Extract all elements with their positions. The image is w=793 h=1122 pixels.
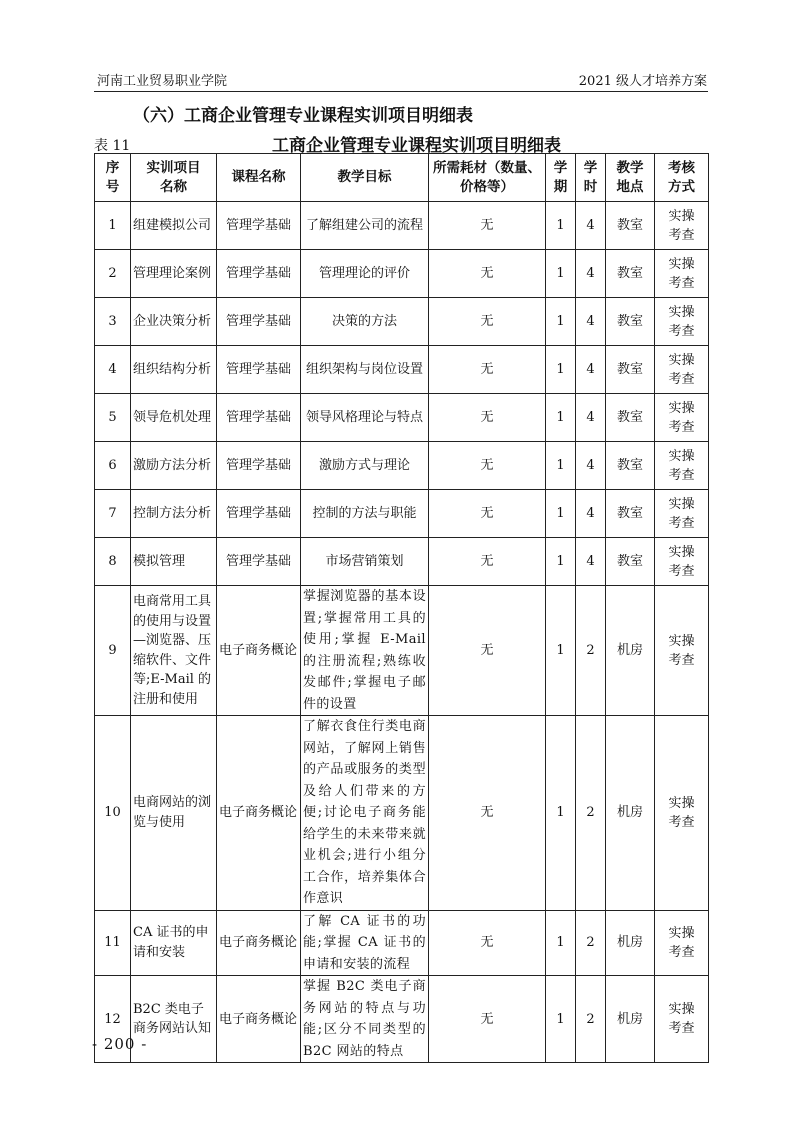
training-items-table bbox=[94, 153, 709, 1063]
row-place: 教室 bbox=[606, 250, 655, 298]
row-assess-text: 实操考查 bbox=[668, 304, 695, 339]
row-hours: 4 bbox=[576, 346, 606, 394]
row-material: 无 bbox=[429, 202, 546, 250]
row-assess bbox=[655, 910, 709, 976]
row-hours: 4 bbox=[576, 250, 606, 298]
row-goal: 控制的方法与职能 bbox=[301, 490, 429, 538]
table-row bbox=[95, 346, 709, 394]
row-course: 管理学基础 bbox=[217, 490, 301, 538]
row-goal: 市场营销策划 bbox=[301, 538, 429, 586]
row-term: 1 bbox=[546, 716, 576, 911]
row-item-name: 企业决策分析 bbox=[131, 298, 217, 346]
row-term: 1 bbox=[546, 442, 576, 490]
row-goal: 组织架构与岗位设置 bbox=[301, 346, 429, 394]
row-term: 1 bbox=[546, 298, 576, 346]
row-place: 机房 bbox=[606, 910, 655, 976]
row-place: 教室 bbox=[606, 202, 655, 250]
row-hours: 4 bbox=[576, 298, 606, 346]
row-no: 6 bbox=[95, 442, 131, 490]
col-header-item bbox=[131, 154, 217, 202]
row-place: 教室 bbox=[606, 538, 655, 586]
section-title: （六）工商企业管理专业课程实训项目明细表 bbox=[133, 106, 473, 126]
row-hours: 4 bbox=[576, 202, 606, 250]
row-material: 无 bbox=[429, 250, 546, 298]
table-row bbox=[95, 716, 709, 911]
col-header-hours-text: 学时 bbox=[583, 159, 598, 195]
table-row bbox=[95, 394, 709, 442]
row-material: 无 bbox=[429, 394, 546, 442]
row-course: 管理学基础 bbox=[217, 202, 301, 250]
row-no: 9 bbox=[95, 586, 131, 716]
row-material: 无 bbox=[429, 538, 546, 586]
row-course: 电子商务概论 bbox=[217, 586, 301, 716]
row-item-name: 控制方法分析 bbox=[131, 490, 217, 538]
row-term: 1 bbox=[546, 394, 576, 442]
header-divider bbox=[94, 91, 708, 92]
row-hours: 2 bbox=[576, 910, 606, 976]
row-course: 管理学基础 bbox=[217, 298, 301, 346]
row-assess bbox=[655, 442, 709, 490]
col-header-material-text: 所需耗材（数量、价格等） bbox=[433, 159, 541, 195]
row-item-name: 领导危机处理 bbox=[131, 394, 217, 442]
row-course: 电子商务概论 bbox=[217, 976, 301, 1063]
row-item-name: 组建模拟公司 bbox=[131, 202, 217, 250]
row-assess bbox=[655, 490, 709, 538]
table-row bbox=[95, 202, 709, 250]
row-term: 1 bbox=[546, 346, 576, 394]
col-header-assess bbox=[655, 154, 709, 202]
row-material: 无 bbox=[429, 586, 546, 716]
row-assess bbox=[655, 394, 709, 442]
row-goal: 掌握浏览器的基本设置;掌握常用工具的使用;掌握 E-Mail 的注册流程;熟练收发邮件;掌握电子邮件的设置 bbox=[301, 586, 429, 716]
row-hours: 2 bbox=[576, 716, 606, 911]
row-no: 7 bbox=[95, 490, 131, 538]
row-no: 11 bbox=[95, 910, 131, 976]
row-hours: 4 bbox=[576, 394, 606, 442]
row-place: 机房 bbox=[606, 586, 655, 716]
row-material: 无 bbox=[429, 910, 546, 976]
row-no: 8 bbox=[95, 538, 131, 586]
row-hours: 4 bbox=[576, 442, 606, 490]
row-assess-text: 实操考查 bbox=[668, 256, 695, 291]
table-row bbox=[95, 976, 709, 1063]
row-term: 1 bbox=[546, 976, 576, 1063]
row-goal: 决策的方法 bbox=[301, 298, 429, 346]
row-item-name: B2C 类电子商务网站认知 bbox=[131, 976, 217, 1063]
row-place: 教室 bbox=[606, 442, 655, 490]
col-header-item-text: 实训项目名称 bbox=[146, 159, 201, 195]
row-item-name: 组织结构分析 bbox=[131, 346, 217, 394]
row-goal: 了解 CA 证书的功能;掌握 CA 证书的申请和安装的流程 bbox=[301, 910, 429, 976]
row-item-name: 模拟管理 bbox=[131, 538, 217, 586]
row-goal: 了解组建公司的流程 bbox=[301, 202, 429, 250]
row-item-name: 电商常用工具的使用与设置—浏览器、压缩软件、文件等;E-Mail 的注册和使用 bbox=[131, 586, 217, 716]
col-header-place-text: 教学地点 bbox=[616, 159, 644, 195]
row-goal: 了解衣食住行类电商网站，了解网上销售的产品或服务的类型及给人们带来的方便;讨论电子商务能给学生的未来带来就业机会;进行小组分工合作，培养集体合作意识 bbox=[301, 716, 429, 911]
row-term: 1 bbox=[546, 910, 576, 976]
row-term: 1 bbox=[546, 490, 576, 538]
row-course: 管理学基础 bbox=[217, 346, 301, 394]
table-row bbox=[95, 442, 709, 490]
row-no: 10 bbox=[95, 716, 131, 911]
col-header-hours bbox=[576, 154, 606, 202]
row-assess-text: 实操考查 bbox=[668, 795, 695, 830]
header-school: 河南工业贸易职业学院 bbox=[97, 74, 228, 89]
row-no: 1 bbox=[95, 202, 131, 250]
row-assess-text: 实操考查 bbox=[668, 496, 695, 531]
col-header-place bbox=[606, 154, 655, 202]
row-goal: 掌握 B2C 类电子商务网站的特点与功能;区分不同类型的 B2C 网站的特点 bbox=[301, 976, 429, 1063]
row-course: 管理学基础 bbox=[217, 394, 301, 442]
col-header-goal: 教学目标 bbox=[301, 154, 429, 202]
row-no: 12 bbox=[95, 976, 131, 1063]
row-hours: 4 bbox=[576, 490, 606, 538]
col-header-assess-text: 考核方式 bbox=[668, 159, 695, 195]
row-course: 管理学基础 bbox=[217, 250, 301, 298]
row-no: 5 bbox=[95, 394, 131, 442]
row-assess bbox=[655, 976, 709, 1063]
row-term: 1 bbox=[546, 586, 576, 716]
row-term: 1 bbox=[546, 250, 576, 298]
table-title: 工商企业管理专业课程实训项目明细表 bbox=[272, 136, 561, 156]
row-goal: 领导风格理论与特点 bbox=[301, 394, 429, 442]
row-material: 无 bbox=[429, 716, 546, 911]
row-no: 4 bbox=[95, 346, 131, 394]
header-plan: 2021 级人才培养方案 bbox=[578, 74, 707, 89]
row-assess-text: 实操考查 bbox=[668, 400, 695, 435]
row-course: 管理学基础 bbox=[217, 442, 301, 490]
row-assess bbox=[655, 250, 709, 298]
row-place: 机房 bbox=[606, 716, 655, 911]
row-no: 2 bbox=[95, 250, 131, 298]
row-place: 教室 bbox=[606, 490, 655, 538]
row-goal: 激励方式与理论 bbox=[301, 442, 429, 490]
row-item-name: 激励方法分析 bbox=[131, 442, 217, 490]
row-course: 电子商务概论 bbox=[217, 910, 301, 976]
row-hours: 2 bbox=[576, 586, 606, 716]
row-item-name: 电商网站的浏览与使用 bbox=[131, 716, 217, 911]
row-material: 无 bbox=[429, 346, 546, 394]
row-assess-text: 实操考查 bbox=[668, 208, 695, 243]
row-assess bbox=[655, 716, 709, 911]
row-hours: 4 bbox=[576, 538, 606, 586]
row-assess bbox=[655, 298, 709, 346]
row-assess-text: 实操考查 bbox=[668, 1002, 695, 1036]
table-row bbox=[95, 490, 709, 538]
row-assess bbox=[655, 346, 709, 394]
col-header-term-text: 学期 bbox=[553, 159, 568, 195]
row-assess bbox=[655, 586, 709, 716]
row-material: 无 bbox=[429, 442, 546, 490]
row-assess-text: 实操考查 bbox=[668, 448, 695, 483]
row-place: 教室 bbox=[606, 346, 655, 394]
row-term: 1 bbox=[546, 538, 576, 586]
row-assess-text: 实操考查 bbox=[668, 352, 695, 387]
col-header-no bbox=[95, 154, 131, 202]
row-item-name: 管理理论案例 bbox=[131, 250, 217, 298]
table-row bbox=[95, 586, 709, 716]
row-place: 机房 bbox=[606, 976, 655, 1063]
row-item-name: CA 证书的申请和安装 bbox=[131, 910, 217, 976]
row-assess-text: 实操考查 bbox=[668, 925, 695, 960]
table-row bbox=[95, 910, 709, 976]
row-assess-text: 实操考查 bbox=[668, 544, 695, 579]
page-number: - 200 - bbox=[92, 1035, 148, 1053]
row-place: 教室 bbox=[606, 394, 655, 442]
table-header-row bbox=[95, 154, 709, 202]
row-term: 1 bbox=[546, 202, 576, 250]
col-header-course: 课程名称 bbox=[217, 154, 301, 202]
row-course: 电子商务概论 bbox=[217, 716, 301, 911]
row-material: 无 bbox=[429, 298, 546, 346]
row-assess-text: 实操考查 bbox=[668, 633, 695, 668]
row-assess bbox=[655, 202, 709, 250]
row-assess bbox=[655, 538, 709, 586]
table-row bbox=[95, 538, 709, 586]
table-row bbox=[95, 250, 709, 298]
row-material: 无 bbox=[429, 490, 546, 538]
col-header-term bbox=[546, 154, 576, 202]
row-place: 教室 bbox=[606, 298, 655, 346]
row-hours: 2 bbox=[576, 976, 606, 1063]
table-row bbox=[95, 298, 709, 346]
row-goal: 管理理论的评价 bbox=[301, 250, 429, 298]
row-course: 管理学基础 bbox=[217, 538, 301, 586]
table-label: 表 11 bbox=[94, 138, 131, 154]
col-header-no-text: 序号 bbox=[105, 159, 120, 195]
row-no: 3 bbox=[95, 298, 131, 346]
row-material: 无 bbox=[429, 976, 546, 1063]
col-header-material bbox=[429, 154, 546, 202]
